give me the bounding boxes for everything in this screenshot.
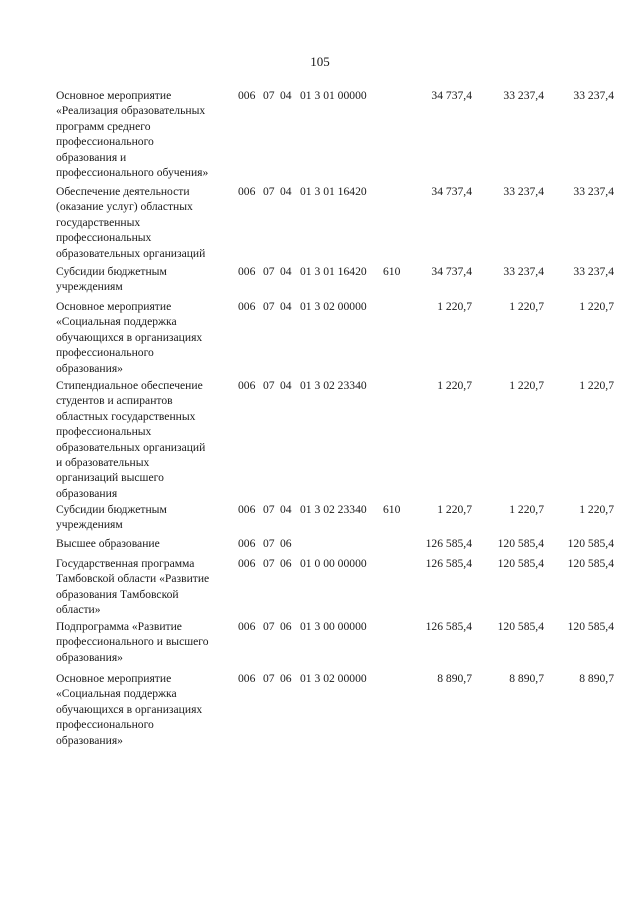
- value-year1: 34 737,4: [431, 89, 472, 102]
- row-name: Основное мероприятие «Реализация образовательных программ среднего профессионального образования и профессионального обучения»: [56, 89, 209, 180]
- code-csr: 01 3 02 23340: [300, 379, 367, 392]
- value-year1: 126 585,4: [425, 537, 472, 550]
- code-pr: 04: [280, 300, 292, 313]
- code-rz: 07: [263, 503, 275, 516]
- value-year2: 120 585,4: [497, 557, 544, 570]
- value-year1: 126 585,4: [425, 557, 472, 570]
- code-ved: 006: [238, 185, 256, 198]
- code-csr: 01 0 00 00000: [300, 557, 367, 570]
- value-year3: 33 237,4: [573, 185, 614, 198]
- value-year2: 120 585,4: [497, 620, 544, 633]
- code-rz: 07: [263, 89, 275, 102]
- page-number: 105: [310, 54, 330, 69]
- value-year3: 120 585,4: [567, 620, 614, 633]
- code-rz: 07: [263, 620, 275, 633]
- code-rz: 07: [263, 557, 275, 570]
- row-name: Подпрограмма «Развитие профессионального и высшего образования»: [56, 620, 209, 664]
- code-ved: 006: [238, 620, 256, 633]
- code-pr: 06: [280, 537, 292, 550]
- value-year3: 120 585,4: [567, 557, 614, 570]
- value-year2: 1 220,7: [509, 379, 544, 392]
- code-ved: 006: [238, 672, 256, 685]
- code-pr: 04: [280, 379, 292, 392]
- value-year1: 34 737,4: [431, 185, 472, 198]
- value-year1: 1 220,7: [437, 379, 472, 392]
- code-ved: 006: [238, 379, 256, 392]
- code-pr: 04: [280, 89, 292, 102]
- code-pr: 06: [280, 672, 292, 685]
- code-pr: 04: [280, 265, 292, 278]
- code-rz: 07: [263, 265, 275, 278]
- code-pr: 04: [280, 185, 292, 198]
- code-vr: 610: [383, 503, 401, 516]
- value-year1: 34 737,4: [431, 265, 472, 278]
- code-rz: 07: [263, 300, 275, 313]
- value-year1: 1 220,7: [437, 300, 472, 313]
- code-pr: 04: [280, 503, 292, 516]
- code-vr: 610: [383, 265, 401, 278]
- code-pr: 06: [280, 557, 292, 570]
- value-year2: 33 237,4: [503, 89, 544, 102]
- value-year2: 1 220,7: [509, 503, 544, 516]
- value-year2: 33 237,4: [503, 265, 544, 278]
- value-year1: 8 890,7: [437, 672, 472, 685]
- value-year2: 33 237,4: [503, 185, 544, 198]
- value-year2: 1 220,7: [509, 300, 544, 313]
- value-year3: 120 585,4: [567, 537, 614, 550]
- row-name: Субсидии бюджетным учреждениям: [56, 503, 167, 532]
- code-pr: 06: [280, 620, 292, 633]
- value-year3: 33 237,4: [573, 89, 614, 102]
- code-rz: 07: [263, 185, 275, 198]
- code-csr: 01 3 01 16420: [300, 185, 367, 198]
- code-csr: 01 3 01 00000: [300, 89, 367, 102]
- code-ved: 006: [238, 503, 256, 516]
- code-rz: 07: [263, 672, 275, 685]
- value-year3: 1 220,7: [579, 379, 614, 392]
- row-name: Государственная программа Тамбовской области «Развитие образования Тамбовской области»: [56, 557, 210, 617]
- code-ved: 006: [238, 89, 256, 102]
- row-name: Основное мероприятие «Социальная поддержка обучающихся в организациях профессионального образования»: [56, 672, 203, 747]
- code-ved: 006: [238, 537, 256, 550]
- value-year3: 33 237,4: [573, 265, 614, 278]
- code-ved: 006: [238, 265, 256, 278]
- code-rz: 07: [263, 537, 275, 550]
- value-year1: 1 220,7: [437, 503, 472, 516]
- row-name: Субсидии бюджетным учреждениям: [56, 265, 167, 294]
- code-rz: 07: [263, 379, 275, 392]
- row-name: Высшее образование: [56, 537, 160, 550]
- value-year3: 1 220,7: [579, 300, 614, 313]
- value-year2: 120 585,4: [497, 537, 544, 550]
- code-csr: 01 3 02 23340: [300, 503, 367, 516]
- code-ved: 006: [238, 557, 256, 570]
- code-csr: 01 3 02 00000: [300, 672, 367, 685]
- value-year3: 8 890,7: [579, 672, 614, 685]
- value-year1: 126 585,4: [425, 620, 472, 633]
- value-year3: 1 220,7: [579, 503, 614, 516]
- code-csr: 01 3 00 00000: [300, 620, 367, 633]
- row-name: Основное мероприятие «Социальная поддержка обучающихся в организациях профессионального образования»: [56, 300, 203, 375]
- code-csr: 01 3 02 00000: [300, 300, 367, 313]
- row-name: Стипендиальное обеспечение студентов и аспирантов областных государственных профессиональных образовательных организаций и образовательных организаций высшего образования: [56, 379, 206, 500]
- value-year2: 8 890,7: [509, 672, 544, 685]
- code-ved: 006: [238, 300, 256, 313]
- row-name: Обеспечение деятельности (оказание услуг) областных государственных профессиональных образовательных организаций: [56, 185, 206, 260]
- code-csr: 01 3 01 16420: [300, 265, 367, 278]
